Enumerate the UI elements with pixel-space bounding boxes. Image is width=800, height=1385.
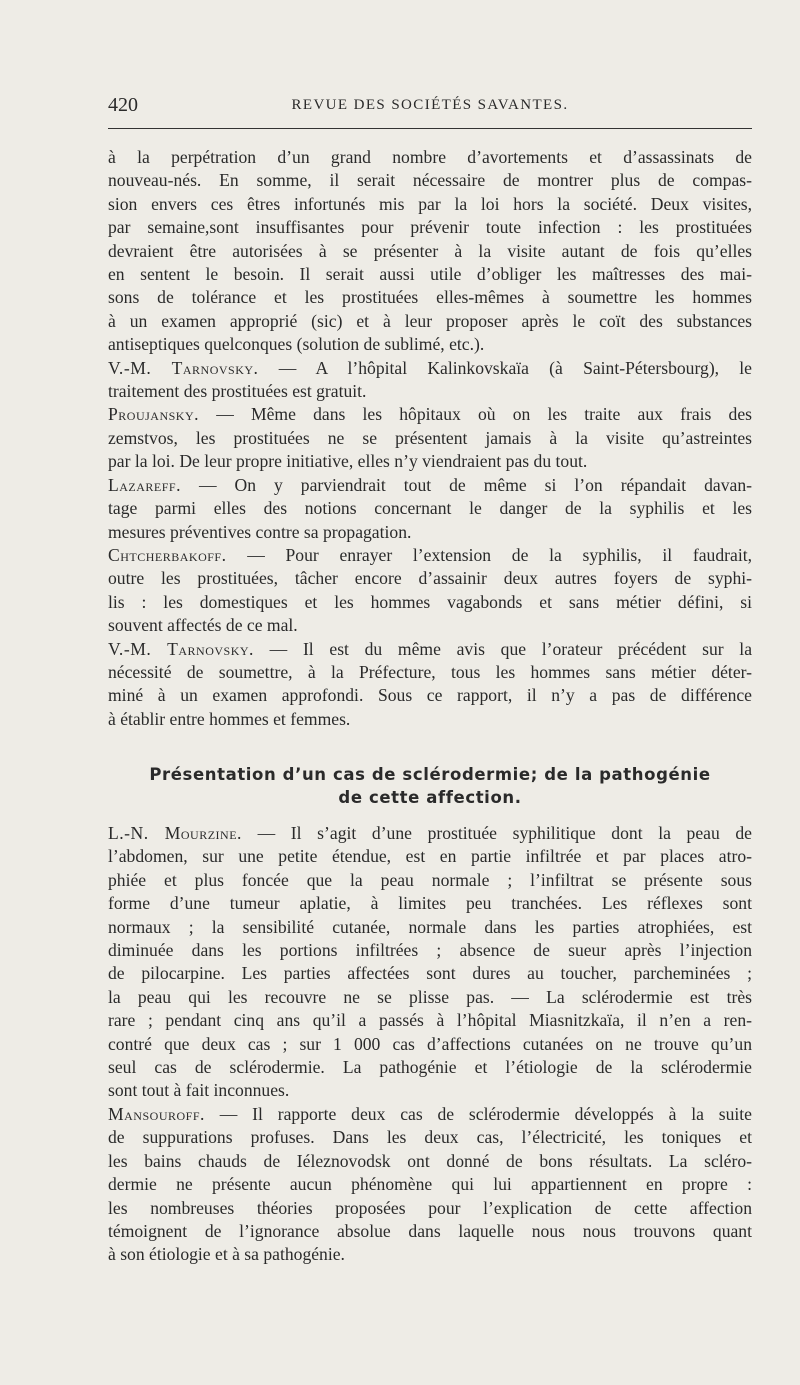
text-line: miné à un examen approfondi. Sous ce rapport, il n’y a pas de différence (108, 685, 752, 706)
text-line: seul cas de sclérodermie. La pathogénie et l’étiologie de la sclérodermie (108, 1057, 752, 1078)
text-line: — Même dans les hôpitaux où on les traite aux frais des (199, 404, 752, 425)
heading-line: Présentation d’un cas de sclérodermie; de la pathogénie (149, 765, 711, 784)
paragraph-mansouroff (108, 1103, 752, 1267)
text-line: — Pour enrayer l’extension de la syphilis, il faudrait, (226, 544, 752, 565)
text-line: traitement des prostituées est gratuit. (108, 381, 367, 402)
text-line: — Il rapporte deux cas de sclérodermie développés à la suite (204, 1103, 752, 1124)
text-line: à établir entre hommes et femmes. (108, 708, 351, 729)
paragraph-continuation (108, 146, 752, 357)
page-number: 420 (108, 94, 138, 116)
text-line: en sentent le besoin. Il serait aussi utile d’obliger les maîtresses des mai- (108, 264, 752, 285)
text-line: zemstvos, les prostituées ne se présentent jamais à la visite qu’astreintes (108, 427, 752, 448)
page-header (108, 94, 752, 114)
paragraph-tarnovsky-2 (108, 638, 752, 732)
text-line: forme d’une tumeur aplatie, à limites peu tranchées. Les réflexes sont (108, 893, 752, 914)
header-rule (108, 128, 752, 129)
text-line: devraient être autorisées à se présenter à la visite autant de fois qu’elles (108, 240, 752, 261)
text-line: outre les prostituées, tâcher encore d’assainir deux autres foyers de syphi- (108, 568, 752, 589)
text-line: souvent affectés de ce mal. (108, 615, 298, 636)
text-line: par la loi. De leur propre initiative, elles n’y viendraient pas du tout. (108, 451, 588, 472)
text-line: témoignent de l’ignorance absolue dans laquelle nous nous trouvons quant (108, 1220, 752, 1241)
speaker-name: Mansouroff. (108, 1103, 205, 1124)
text-line: les nombreuses théories proposées pour l’explication de cette affection (108, 1197, 752, 1218)
text-line: l’abdomen, sur une petite étendue, est en partie infiltrée et par places atro- (108, 846, 752, 867)
text-line: normaux ; la sensibilité cutanée, normale dans les parties atrophiées, est (108, 916, 752, 937)
text-line: — On y parviendrait tout de même si l’on répandait davan- (181, 474, 752, 495)
speaker-name: V.-M. Tarnovsky. (108, 638, 254, 659)
text-line: sont tout à fait inconnues. (108, 1080, 290, 1101)
text-line: rare ; pendant cinq ans qu’il a passés à l’hôpital Miasnitzkaïa, il n’en a ren- (108, 1010, 752, 1031)
section-heading (108, 763, 752, 809)
text-line: contré que deux cas ; sur 1 000 cas d’affections cutanées on ne trouve qu’un (108, 1033, 752, 1054)
heading-line: de cette affection. (338, 788, 522, 807)
speaker-name: Chtcherbakoff. (108, 544, 227, 565)
text-line: nécessité de soumettre, à la Préfecture, tous les hommes sans métier déter- (108, 661, 752, 682)
text-line: tage parmi elles des notions concernant le danger de la syphilis et les (108, 498, 752, 519)
text-line: la peau qui les recouvre ne se plisse pas. — La sclérodermie est très (108, 986, 752, 1007)
text-line: de pilocarpine. Les parties affectées sont dures au toucher, parcheminées ; (108, 963, 752, 984)
speaker-name: V.-M. Tarnovsky. (108, 357, 259, 378)
text-line: à un examen approprié (sic) et à leur proposer après le coït des substances (108, 310, 752, 331)
paragraph-chtcherbakoff (108, 544, 752, 638)
running-title: REVUE DES SOCIÉTÉS SAVANTES. (291, 97, 569, 113)
text-line: nouveau-nés. En somme, il serait nécessaire de montrer plus de compas- (108, 170, 752, 191)
text-line: — Il s’agit d’une prostituée syphilitique dont la peau de (241, 823, 752, 843)
discussion-block (108, 146, 752, 731)
text-line: sons de tolérance et les prostituées elles-mêmes à soumettre les hommes (108, 287, 752, 308)
text-line: diminuée dans les portions infiltrées ; absence de sueur après l’injection (108, 940, 752, 961)
text-line: lis : les domestiques et les hommes vagabonds et sans métier défini, si (108, 591, 752, 612)
speaker-name: Proujansky. (108, 404, 200, 425)
sclerodermie-block (108, 822, 752, 1267)
text-line: phiée et plus foncée que la peau normale ; l’infiltrat se présente sous (108, 869, 752, 890)
speaker-name: L.-N. Mourzine. (108, 823, 242, 843)
text-line: — Il est du même avis que l’orateur précédent sur la (253, 638, 752, 659)
text-line: les bains chauds de Iéleznovodsk ont donné de bons résultats. La scléro- (108, 1150, 752, 1171)
text-line: par semaine,sont insuffisantes pour prévenir toute infection : les prostituées (108, 217, 752, 238)
text-line: antiseptiques quelconques (solution de sublimé, etc.). (108, 334, 485, 355)
text-line: de suppurations profuses. Dans les deux cas, l’électricité, les toniques et (108, 1127, 752, 1148)
text-line: sion envers ces êtres infortunés mis par la loi hors la société. Deux visites, (108, 193, 752, 214)
text-line: à son étiologie et à sa pathogénie. (108, 1244, 345, 1265)
text-line: mesures préventives contre sa propagation. (108, 521, 412, 542)
paragraph-mourzine (108, 822, 752, 1103)
speaker-name: Lazareff. (108, 474, 181, 495)
paragraph-proujansky (108, 403, 752, 473)
text-line: à la perpétration d’un grand nombre d’avortements et d’assassinats de (108, 147, 752, 167)
text-line: — A l’hôpital Kalinkovskaïa (à Saint-Pétersbourg), le (258, 357, 752, 378)
text-line: dermie ne présente aucun phénomène qui lui appartiennent en propre : (108, 1174, 752, 1195)
paragraph-tarnovsky-1 (108, 357, 752, 404)
paragraph-lazareff (108, 474, 752, 544)
